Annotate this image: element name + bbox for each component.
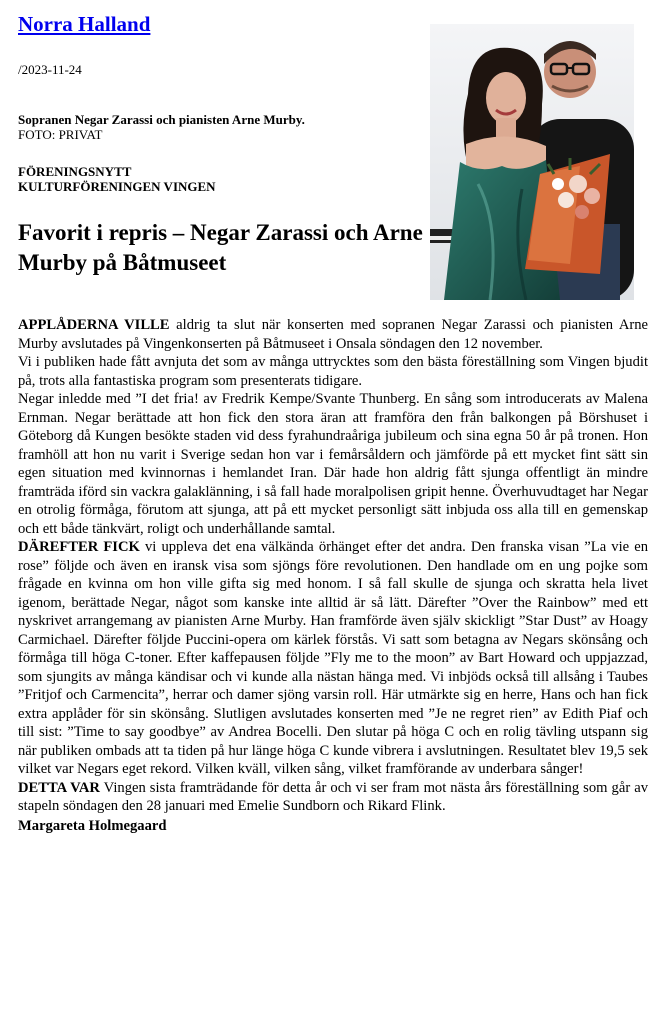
section-label [18,164,216,194]
article-photo [430,24,634,300]
paragraph-5 [18,779,648,816]
photo-caption [18,112,305,142]
paragraph-2: Vi i publiken hade fått avnjuta det som av många uttrycktes som den bästa föreställning som Vingen bjudit på, trots alla fantastiska program som presenterats tidigare. [18,354,648,389]
article-author: Margareta Holmegaard [18,817,167,834]
section-line-2: KULTURFÖRENINGEN VINGEN [18,179,216,194]
paragraph-1 [18,316,648,353]
paragraph-5-lead: DETTA VAR [18,779,100,796]
paragraph-4-lead: DÄREFTER FICK [18,539,140,555]
caption-text: Sopranen Negar Zarassi och pianisten Arne Murby. [18,112,305,127]
publish-date: /2023-11-24 [18,62,82,77]
paragraph-5-text: Vingen sista framträdande för detta år och vi ser fram mot nästa års föreställning som går av stapeln söndagen den 28 januari med Emelie Sundborn och Rikard Flink. [18,779,648,814]
section-line-1: FÖRENINGSNYTT [18,164,132,179]
photo-icon [430,24,634,300]
site-title-link[interactable]: Norra Halland [18,12,151,36]
paragraph-4-text: vi uppleva det ena välkända örhänget efter det andra. Den franska visan ”La vie en rose” följde och även en iransk visa som sjöngs före revolutionen. Den handlade om en ung pojke som frågade en kvinna om hon ville gifta sig med honom. I så fall skulle de sjunga och skratta hela livet igenom, berättade Negar, något som kanske inte alltid är så lätt. Därefter ”Over the Rainbow” med ett nyskrivet arrangemang av pianisten Arne Murby. Han framförde även själv skickligt ”Star Dust” av Hoagy Carmichael. Därefter följde Puccini-opera om kärlek förstås. Vi satt som betagna av Negars skönsång och förmåga till höga C-toner. Efter kaffepausen följde ”Fly me to the moon” av Bart Howard och uppjazzad, som sjungits av många kändisar och vi kunde alla nästan hänga med. Vi inbjöds också till allsång i Taubes ”Fritjof och Carmencita”, herrar och damer sjöng varsin roll. Här utmärkte sig en herre, Hans och han fick extra applåder för sin skönsång. Slutligen avslutades konserten med ”Je ne regret rien” av Edith Piaf och till sist: ”Time to say goodbye” av Andrea Bocelli. Den slutar på höga C och en rolig tävling utspann sig när publiken ombads att ta tiden på hur länge höga C kunde vibrera i avslutningen. Resultatet blev 19,5 sek vilket var Negars eget rekord. Vilken kväll, vilken sång, vilket framförande av underbara sånger! [18,539,648,777]
article-headline: Favorit i repris – Negar Zarassi och Arne Murby på Båtmuseet [18,220,423,275]
paragraph-1-lead: APPLÅDERNA VILLE [18,317,170,333]
paragraph-3: Negar inledde med ”I det fria! av Fredrik Kempe/Svante Thunberg. En sång som introducerats av Malena Ernman. Negar berättade att hon fick den stora äran att framföra den från balkongen på Börshuset i Göteborg då Kungen besökte staden vid dess fyrahundraåriga jubileum och sina egna 50 år på tronen. Hon framhöll att hon nu varit i Sverige sedan hon var i femårsåldern och jämförde på ett mycket fint sätt sin egen situation med kvinnornas i hemlandet Iran. Där hade hon aldrig fått sjunga offentligt än mindre framträda iförd sin vackra galaklänning, i så fall hade moralpolisen gripit henne. Överhuvudtaget har Negar en otrolig förmåga, förutom att sjunga, att på ett mycket personligt sätt inbjuda oss alla till en gemenskap och ett både tänkvärt, roligt och underhållande samtal. [18,391,648,537]
article-body [18,316,648,835]
paragraph-1-text: aldrig ta slut när konserten med sopranen Negar Zarassi och pianisten Arne Murby avslutades på Vingenkonserten på Båtmuseet i Onsala söndagen den 12 november. [18,317,648,352]
photo-credit: FOTO: PRIVAT [18,127,103,142]
paragraph-4 [18,538,648,779]
